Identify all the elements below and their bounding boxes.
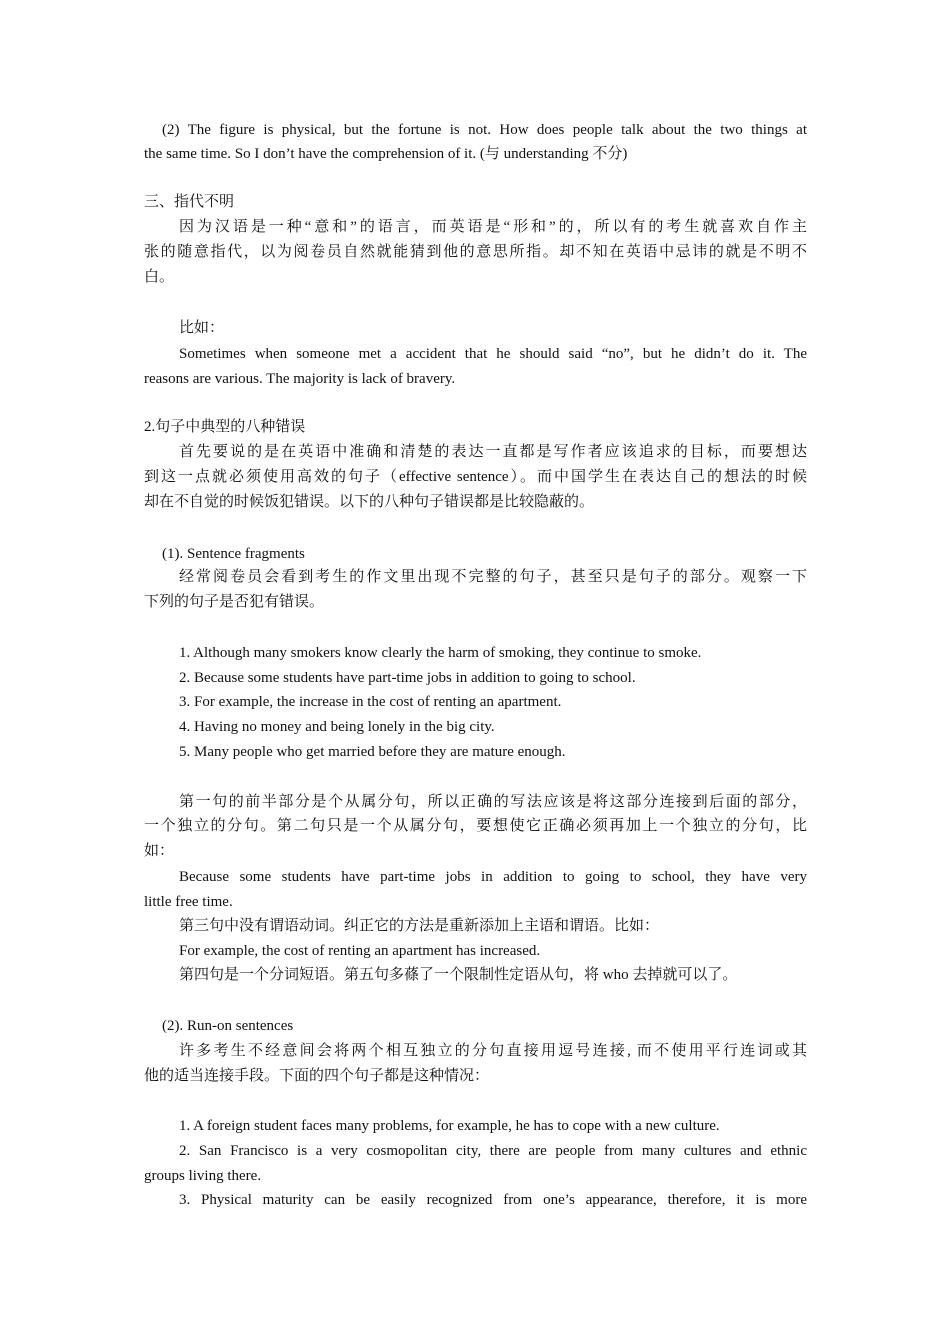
text-line: 许多考生不经意间会将两个相互独立的分句直接用逗号连接, 而不使用平行连词或其 — [179, 1043, 807, 1059]
list-item: 2. Because some students have part-time jobs in addition to going to school. — [179, 670, 636, 686]
list-item: 5. Many people who get married before they are mature enough. — [179, 744, 566, 760]
text-line: groups living there. — [144, 1168, 262, 1184]
text-line: 下列的句子是否犯有错误。 — [144, 594, 325, 610]
text-line: 白。 — [144, 269, 175, 285]
text-line: little free time. — [144, 894, 233, 910]
text-line: 一个独立的分句。第二句只是一个从属分句，要想使它正确必须再加上一个独立的分句，比 — [144, 818, 807, 834]
list-item: 2. San Francisco is a very cosmopolitan city, there are people from many cultures and ethnic — [179, 1143, 807, 1159]
list-item: 1. Although many smokers know clearly the harm of smoking, they continue to smoke. — [179, 645, 702, 661]
text-line: Sometimes when someone met a accident that he should said “no”, but he didn’t do it. The — [179, 346, 807, 362]
text-line: 因为汉语是一种“意和”的语言，而英语是“形和”的，所以有的考生就喜欢自作主 — [179, 219, 807, 235]
section-heading: 三、指代不明 — [144, 194, 235, 210]
text-line: Because some students have part-time jobs in addition to going to school, they have very — [179, 869, 807, 885]
subsection-heading: (1). Sentence fragments — [162, 546, 305, 562]
text-line: 第一句的前半部分是个从属分句，所以正确的写法应该是将这部分连接到后面的部分， — [179, 794, 807, 810]
text-line: For example, the cost of renting an apartment has increased. — [179, 943, 541, 959]
text-line: 他的适当连接手段。下面的四个句子都是这种情况： — [144, 1068, 490, 1084]
text-line: 首先要说的是在英语中准确和清楚的表达一直都是写作者应该追求的目标，而要想达 — [179, 444, 807, 460]
text-line: 如： — [144, 843, 175, 859]
list-item: 3. Physical maturity can be easily recognized from one’s appearance, therefore, it is more — [179, 1192, 807, 1208]
subsection-heading: (2). Run-on sentences — [162, 1018, 294, 1034]
section-heading: 2.句子中典型的八种错误 — [144, 419, 306, 435]
list-item: 1. A foreign student faces many problems, for example, he has to cope with a new culture. — [179, 1118, 720, 1134]
text-line: the same time. So I don’t have the comprehension of it. (与 understanding 不分) — [144, 146, 628, 162]
text-line: (2) The figure is physical, but the fortune is not. How does people talk about the two things at — [162, 122, 807, 138]
text-line: 第三句中没有谓语动词。纠正它的方法是重新添加上主语和谓语。比如： — [179, 918, 660, 934]
text-line: 张的随意指代，以为阅卷员自然就能猜到他的意思所指。却不知在英语中忌讳的就是不明不 — [144, 244, 807, 260]
text-line: 第四句是一个分词短语。第五句多蓧了一个限制性定语从句，将 who 去掉就可以了。 — [179, 967, 738, 983]
text-line: 却在不自觉的时候饭犯错误。以下的八种句子错误都是比较隐蔽的。 — [144, 494, 595, 510]
text-line: 经常阅卷员会看到考生的作文里出现不完整的句子，甚至只是句子的部分。观察一下 — [179, 569, 807, 585]
list-item: 3. For example, the increase in the cost of renting an apartment. — [179, 694, 562, 710]
list-item: 4. Having no money and being lonely in the big city. — [179, 719, 495, 735]
text-line: 到这一点就必须使用高效的句子（effective sentence）。而中国学生在表达自己的想法的时候 — [144, 469, 807, 485]
text-line: 比如： — [179, 320, 225, 336]
text-line: reasons are various. The majority is lack of bravery. — [144, 371, 456, 387]
